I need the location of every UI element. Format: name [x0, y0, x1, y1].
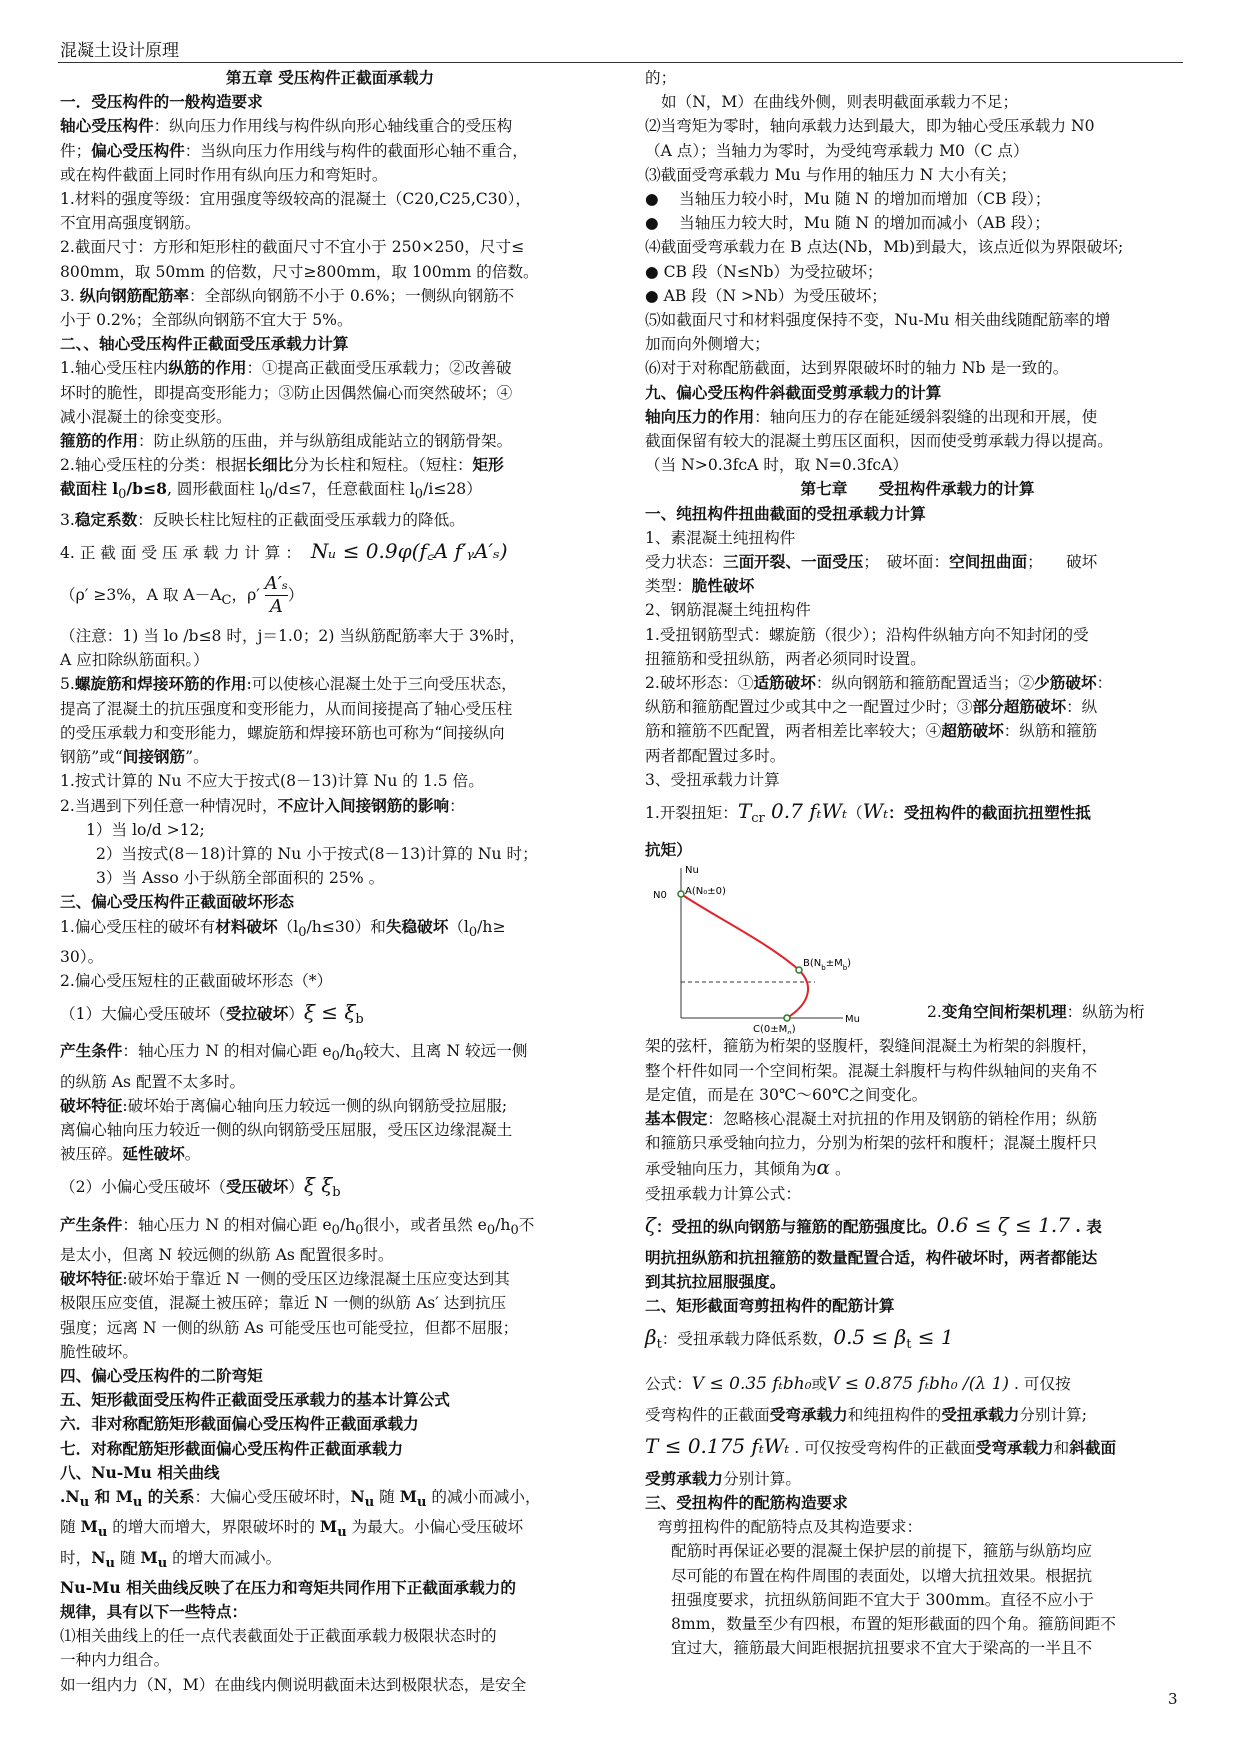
paragraph: 加而向外侧增大； — [645, 335, 770, 354]
formula-line: $\beta_t$：受扭承载力降低系数，$0.5 \le \beta_t \le 1$ — [645, 1325, 954, 1353]
paragraph: 钢筋”或“间接钢筋”。 — [60, 747, 209, 767]
section-heading: 三、偏心受压构件正截面破坏形态 — [60, 892, 294, 912]
paragraph: 基本假定：忽略核心混凝土对抗扭的作用及钢筋的销栓作用；纵筋 — [645, 1109, 1098, 1129]
paragraph: 两者都配置过多时。 — [645, 746, 786, 765]
section-heading: 八、Nu-Mu 相关曲线 — [60, 1462, 220, 1482]
formula-line: T ≤ 0.175 fₜWₜ . 可仅按受弯构件的正截面受弯承载力和斜截面 — [645, 1433, 1117, 1458]
paragraph: 是太小，但离 N 较远侧的纵筋 As 配置很多时。 — [60, 1245, 394, 1264]
paragraph: （2）小偏心受压破坏（受压破坏）ξ $\xi_b$ — [60, 1173, 341, 1201]
list-item: 2）当按式(8－18)计算的 Nu 小于按式(8－13)计算的 Nu 时； — [96, 844, 538, 863]
formula-line: 公式：V ≤ 0.35 fₜbh₀或V ≤ 0.875 fₜbh₀ /(λ 1) . 可仅按 — [645, 1373, 1071, 1394]
paragraph: 轴向压力的作用：轴向压力的存在能延缓斜裂缝的出现和开展，使 — [645, 406, 1098, 426]
header-rule — [58, 62, 1183, 63]
section-heading: 五、矩形截面受压构件正截面受压承载力的基本计算公式 — [60, 1390, 450, 1410]
paragraph: 2.截面尺寸：方形和矩形柱的截面尺寸不宜小于 250×250，尺寸≤ — [60, 238, 525, 257]
nu-mu-curve-svg — [647, 862, 909, 1034]
paragraph: 箍筋的作用：防止纵筋的压曲，并与纵筋组成能站立的钢筋骨架。 — [60, 431, 513, 451]
x-axis-label: Mu — [845, 1014, 860, 1026]
paragraph: 如一组内力（N，M）在曲线内侧说明截面未达到极限状态，是安全 — [60, 1675, 527, 1694]
paragraph: 一种内力组合。 — [60, 1651, 170, 1670]
paragraph: 2.当遇到下列任意一种情况时，不应计入间接钢筋的影响： — [60, 795, 465, 815]
paragraph: 破坏特征:破坏始于靠近 N 一侧的受压区边缘混凝土压应变达到其 — [60, 1269, 510, 1289]
paragraph: 800mm，取 50mm 的倍数，尺寸≥800mm，取 100mm 的倍数。 — [60, 262, 539, 281]
point-b-marker — [796, 967, 802, 973]
right-column — [645, 66, 1190, 1660]
section-heading: 九、偏心受压构件斜截面受剪承载力的计算 — [645, 382, 942, 402]
formula-line: 4. 正 截 面 受 压 承 载 力 计 算 ： Nᵤ ≤ 0.9φ(f꜀A f′ᵧA′ₛ) — [60, 538, 508, 563]
paragraph: 提高了混凝土的抗压强度和变形能力，从而间接提高了轴心受压柱 — [60, 699, 513, 718]
paragraph: 离偏心轴向压力较近一侧的纵向钢筋受压屈服，受压区边缘混凝土 — [60, 1121, 513, 1140]
n0-label: N0 — [653, 890, 667, 902]
paragraph: ⑶截面受弯承载力 Mu 与作用的轴压力 N 大小有关； — [645, 165, 1017, 184]
ratio-fraction: $\frac{\text{A′ₛ}}{A}$ — [264, 573, 288, 618]
interaction-curve — [681, 894, 808, 1018]
paragraph: 的； — [645, 69, 677, 87]
section-heading: 一、纯扭构件扭曲截面的受扭承载力计算 — [645, 503, 926, 523]
list-item: 1）当 lo/d >12; — [86, 820, 205, 839]
paragraph: 极限压应变值，混凝土被压碎；靠近 N 一侧的纵筋 As′ 达到抗压 — [60, 1294, 507, 1313]
paragraph: （当 N>0.3fcA 时，取 N=0.3fcA） — [645, 456, 908, 475]
y-axis-label: Nu — [685, 865, 699, 877]
paragraph: 受弯构件的正截面受弯承载力和纯扭构件的受扭承载力分别计算; — [645, 1404, 1087, 1424]
paragraph: 小于 0.2%；全部纵向钢筋不宜大于 5%。 — [60, 311, 353, 330]
paragraph: 被压碎。延性破坏。 — [60, 1144, 201, 1164]
paragraph: 截面保留有较大的混凝土剪压区面积，因而使受剪承载力得以提高。 — [645, 432, 1113, 451]
paragraph: 尽可能的布置在构件周围的表面处，以增大抗扭效果。根据抗 — [671, 1566, 1093, 1585]
paragraph: 配筋时再保证必要的混凝土保护层的前提下，箍筋与纵筋均应 — [671, 1542, 1093, 1561]
page-number: 3 — [1168, 1690, 1178, 1708]
formula-line: 1.开裂扭矩：$T_{cr}$ 0.7 fₜWₜ（Wₜ：受扭构件的截面抗扭塑性抵 — [645, 799, 1091, 827]
paragraph: 3. 纵向钢筋配筋率：全部纵向钢筋不小于 0.6%；一侧纵向钢筋不 — [60, 285, 515, 305]
bullet-item: ● 当轴压力较小时，Mu 随 N 的增加而增加（CB 段）； — [645, 190, 1051, 209]
paragraph: ⑹对于对称配筋截面，达到界限破坏时的轴力 Nb 是一致的。 — [645, 359, 1069, 378]
paragraph: 或在构件截面上同时作用有纵向压力和弯矩时。 — [60, 165, 388, 184]
section-heading: 二、、轴心受压构件正截面受压承载力计算 — [60, 334, 349, 354]
paragraph: 随 $M_u$ 的增大而增大，界限破坏时的 $M_u$ 为最大。小偏心受压破坏 — [60, 1517, 524, 1541]
paragraph: 的受压承载力和变形能力，螺旋筋和焊接环筋也可称为“间接纵向 — [60, 723, 505, 742]
paragraph: 脆性破坏。 — [60, 1342, 138, 1361]
paragraph: 8mm，数量至少有四根，布置的矩形截面的四个角。箍筋间距不 — [671, 1614, 1116, 1633]
paragraph: 1.轴心受压柱内纵筋的作用：①提高正截面受压承载力；②改善破 — [60, 358, 512, 378]
paragraph: 2.偏心受压短柱的正截面破坏形态（*） — [60, 972, 333, 991]
paragraph: ⑸如截面尺寸和材料强度保持不变，Nu-Mu 相关曲线随配筋率的增 — [645, 311, 1111, 330]
section-heading: 三、受扭构件的配筋构造要求 — [645, 1492, 848, 1512]
paragraph: 5.螺旋筋和焊接环筋的作用:可以使核心混凝土处于三向受压状态， — [60, 674, 517, 694]
paragraph: 的纵筋 As 配置不太多时。 — [60, 1072, 246, 1091]
paragraph: Nu-Mu 相关曲线反映了在压力和弯矩共同作用下正截面承载力的 — [60, 1577, 516, 1597]
chapter-title: 第七章 受扭构件承载力的计算 — [800, 479, 1035, 499]
paragraph: 宜过大，箍筋最大间距根据抗扭要求不宜大于梁高的一半且不 — [671, 1639, 1093, 1658]
paragraph: 2.变角空间桁架机理：纵筋为桁 — [927, 1002, 1145, 1022]
paragraph: （注意：1) 当 lo /b≤8 时，j＝1.0；2) 当纵筋配筋率大于 3%时， — [60, 627, 526, 646]
paragraph: 纵筋和箍筋配置过少或其中之一配置过少时；③部分超筋破坏：纵 — [645, 697, 1098, 717]
section-heading: 一．受压构件的一般构造要求 — [60, 92, 263, 112]
paragraph: ⑴相关曲线上的任一点代表截面处于正截面承载力极限状态时的 — [60, 1627, 497, 1646]
paragraph: 类型：脆性破坏 — [645, 576, 755, 596]
paragraph: 坏时的脆性，即提高变形能力；③防止因偶然偏心而突然破坏；④ — [60, 383, 513, 402]
paragraph: 受扭承载力计算公式： — [645, 1184, 801, 1203]
point-b-label: $B(N_b\pm M_b)$ — [803, 958, 852, 973]
paragraph: 架的弦杆，箍筋为桁架的竖腹杆，裂缝间混凝土为桁架的斜腹杆， — [645, 1037, 1098, 1056]
paragraph: 受剪承载力分别计算。 — [645, 1468, 801, 1488]
paragraph: 整个杆件如同一个空间桁架。混凝土斜腹杆与构件纵轴间的夹角不 — [645, 1061, 1098, 1080]
point-c-marker — [784, 1015, 790, 1021]
point-a-label: A(N₀±0) — [685, 886, 726, 898]
paragraph: 1.按式计算的 Nu 不应大于按式(8－13)计算 Nu 的 1.5 倍。 — [60, 772, 484, 791]
nu-mu-figure — [645, 862, 1190, 1034]
paragraph: A 应扣除纵筋面积。） — [60, 651, 209, 670]
paragraph: （A 点）；当轴力为零时，为受纯弯承载力 M0（C 点） — [645, 141, 1029, 160]
section-heading: 二、矩形截面弯剪扭构件的配筋计算 — [645, 1296, 895, 1316]
formula-line: （ρ′ ≥3%，A 取 $A-A_C$，ρ′ $\frac{\text{A′ₛ}}{A}$ ） — [60, 573, 304, 618]
running-header: 混凝土设计原理 — [60, 41, 179, 61]
paragraph: 明抗扭纵筋和抗扭箍筋的数量配置合适，构件破坏时，两者都能达 — [645, 1247, 1098, 1267]
paragraph: 筋和箍筋不匹配置，两者相差比率较大；④超筋破坏：纵筋和箍筋 — [645, 721, 1098, 741]
paragraph: 如（N，M）在曲线外侧，则表明截面承载力不足； — [661, 93, 1019, 112]
section-heading: 四、偏心受压构件的二阶弯矩 — [60, 1365, 263, 1385]
list-item: 3）当 Asso 小于纵筋全部面积的 25% 。 — [96, 869, 385, 888]
bullet-item: ● CB 段（N≤Nb）为受拉破坏； — [645, 262, 883, 281]
paragraph: 扭强度要求，抗扭纵筋间距不宜大于 300mm。直径不应小于 — [671, 1590, 1094, 1609]
paragraph: 不宜用高强度钢筋。 — [60, 214, 201, 233]
paragraph: 规律，具有以下一些特点： — [60, 1602, 248, 1622]
paragraph: 和箍筋只承受轴向拉力，分别为桁架的弦杆和腹杆；混凝土腹杆只 — [645, 1134, 1098, 1153]
paragraph: 受力状态：三面开裂、一面受压； 破坏面：空间扭曲面； 破坏 — [645, 552, 1098, 572]
paragraph: 1.材料的强度等级：宜用强度等级较高的混凝土（C20,C25,C30）， — [60, 190, 531, 209]
paragraph: 扭箍筋和受扭纵筋，两者必须同时设置。 — [645, 649, 926, 668]
paragraph: ⑵当弯矩为零时，轴向承载力达到最大，即为轴心受压承载力 N0 — [645, 117, 1095, 136]
bullet-item: ● AB 段（N >Nb）为受压破坏； — [645, 286, 887, 305]
section-heading: 六．非对称配筋矩形截面偏心受压构件正截面承载力 — [60, 1414, 419, 1434]
bullet-item: ● 当轴压力较大时，Mu 随 N 的增加而减小（AB 段）； — [645, 214, 1050, 233]
paragraph: 2.轴心受压柱的分类：根据长细比分为长柱和短柱。（短柱：矩形 — [60, 455, 504, 475]
point-a-marker — [678, 891, 684, 897]
paragraph: 强度；远离 N 一侧的纵筋 As 可能受压也可能受拉，但都不屈服； — [60, 1318, 519, 1337]
point-c-label: $C(0\pm M_0)$ — [753, 1024, 796, 1035]
left-column — [60, 66, 600, 1697]
paragraph: 1、素混凝土纯扭构件 — [645, 528, 796, 547]
paragraph: 3.稳定系数：反映长柱比短柱的正截面受压承载力的降低。 — [60, 509, 465, 529]
paragraph: 弯剪扭构件的配筋特点及其构造要求： — [657, 1518, 923, 1537]
paragraph: 件；偏心受压构件：当纵向压力作用线与构件的截面形心轴不重合， — [60, 140, 528, 160]
paragraph: 抗矩） — [645, 840, 692, 860]
paragraph: 时，$N_u$ 随 $M_u$ 的增大而减小。 — [60, 1547, 282, 1571]
chapter-title: 第五章 受压构件正截面承载力 — [225, 68, 435, 87]
paragraph: 2、钢筋混凝土纯扭构件 — [645, 601, 811, 620]
nu-mu-interaction-diagram — [647, 862, 909, 1034]
paragraph: ⑷截面受弯承载力在 B 点达(Nb，Mb)到最大，该点近似为界限破坏; — [645, 238, 1124, 257]
section-heading: 七．对称配筋矩形截面偏心受压构件正截面承载力 — [60, 1438, 404, 1458]
paragraph: 1.受扭钢筋型式：螺旋筋（很少）；沿构件纵轴方向不知封闭的受 — [645, 625, 1089, 644]
paragraph: 减小混凝土的徐变变形。 — [60, 407, 232, 426]
paragraph: 30）。 — [60, 947, 104, 966]
paragraph: 产生条件：轴心压力 N 的相对偏心距 $e_0/h_0$很小，或者虽然 $e_0/h_0$不 — [60, 1214, 535, 1238]
paragraph: 1.偏心受压柱的破坏有材料破坏$(l_0/h\le 30)$和失稳破坏（$l_0/h\ge$ — [60, 916, 506, 940]
paragraph: 产生条件：轴心压力 N 的相对偏心距 $e_0/h_0$较大、且离 N 较远一侧 — [60, 1041, 528, 1065]
formula-line: ζ：受扭的纵向钢筋与箍筋的配筋强度比。0.6 ≤ ζ ≤ 1.7 . 表 — [645, 1212, 1102, 1237]
capacity-formula: Nᵤ ≤ 0.9φ(f꜀A f′ᵧA′ₛ) — [310, 538, 508, 563]
paragraph: 3、受扭承载力计算 — [645, 770, 780, 789]
paragraph: 到其抗拉屈服强度。 — [645, 1272, 786, 1292]
paragraph: 承受轴向压力，其倾角为α 。 — [645, 1155, 851, 1180]
paragraph: 2.破坏形态：①适筋破坏：纵向钢筋和箍筋配置适当；②少筋破坏： — [645, 673, 1113, 693]
paragraph: $.N_u$ 和 $M_u$ 的关系：大偏心受压破坏时，$N_u$ 随 $M_u$ 的减小而减小， — [60, 1486, 541, 1511]
paragraph: 截面柱 $l_0/b\le 8$, 圆形截面柱 $l_0/d\le 7$，任意截面柱 $l_0/i\le 28$） — [60, 479, 482, 503]
paragraph: 破坏特征:破坏始于离偏心轴向压力较远一侧的纵向钢筋受拉屈服; — [60, 1095, 508, 1115]
paragraph: 轴心受压构件：纵向压力作用线与构件纵向形心轴线重合的受压构 — [60, 116, 513, 136]
paragraph: 是定值，而是在 30℃～60℃之间变化。 — [645, 1085, 928, 1104]
paragraph: （1）大偏心受压破坏（受拉破坏）$\xi \le \xi_b$ — [60, 1000, 364, 1028]
